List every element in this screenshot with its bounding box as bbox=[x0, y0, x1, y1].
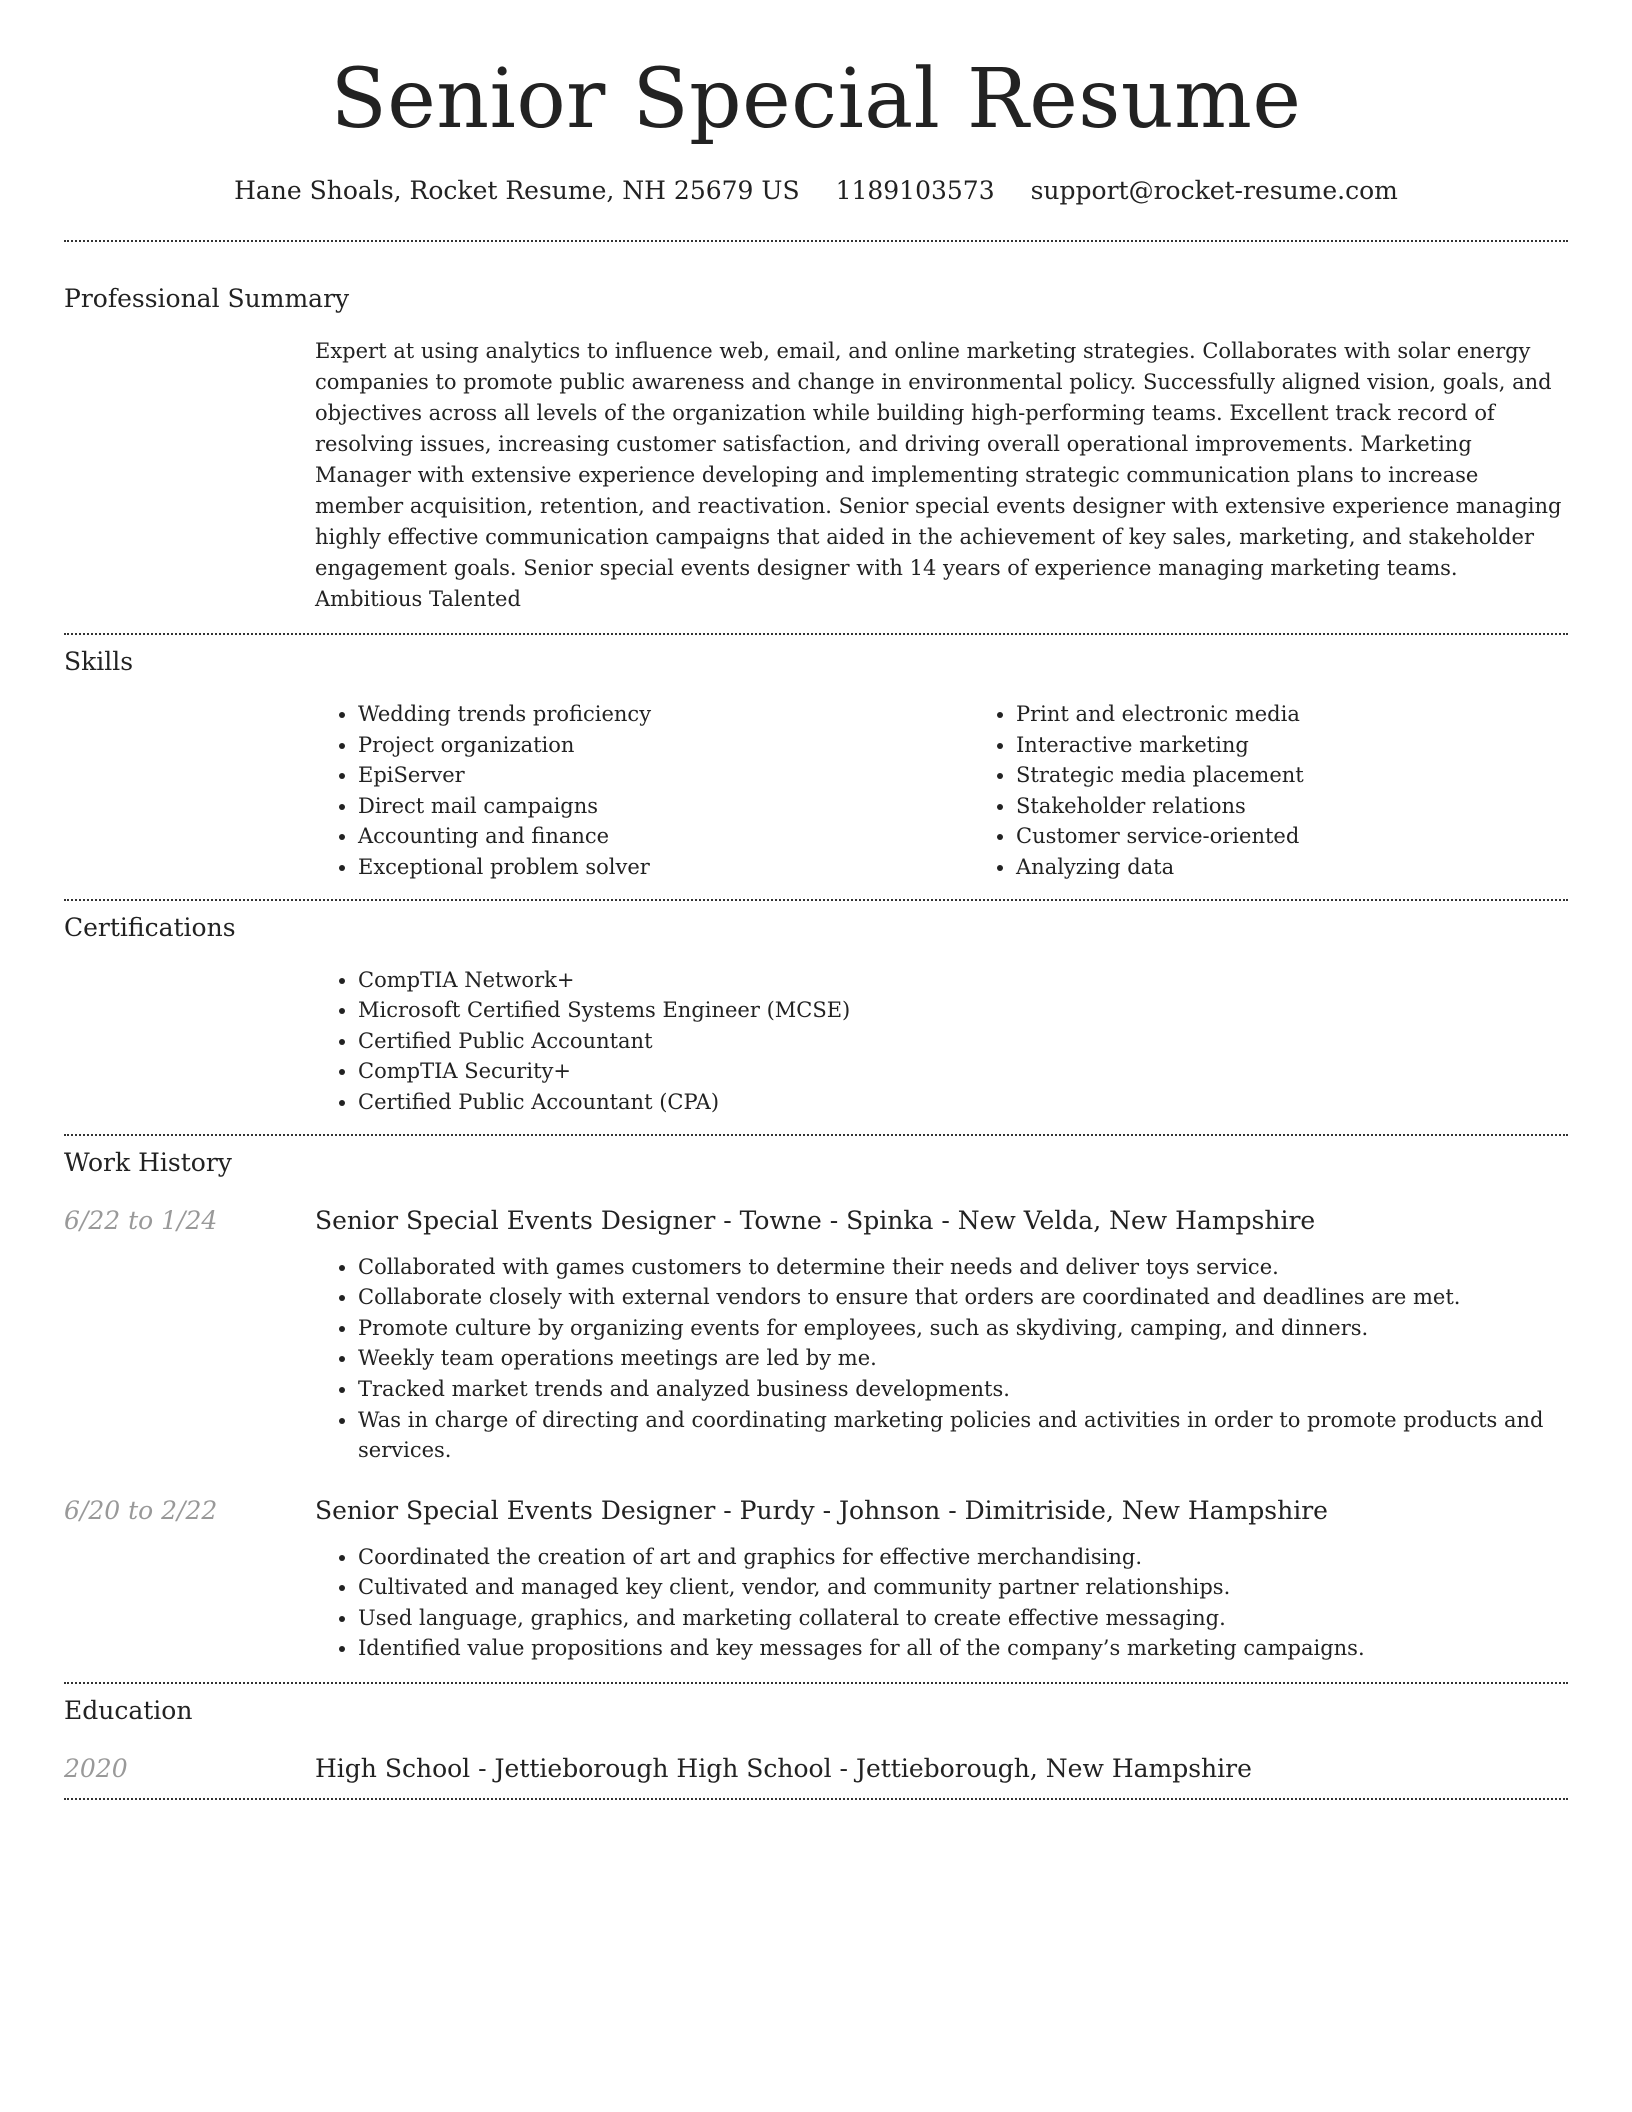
section-title-summary: Professional Summary bbox=[64, 284, 350, 313]
section-title-certifications: Certifications bbox=[64, 912, 236, 942]
skills-list-right bbox=[973, 699, 1631, 883]
certification-item: • Certified Public Accountant bbox=[358, 1026, 1568, 1057]
job-bullet: • Identified value propositions and key messages for all of the company’s marketing campaigns. bbox=[358, 1633, 1568, 1664]
certification-item: • Certified Public Accountant (CPA) bbox=[358, 1087, 1568, 1118]
work-history-section bbox=[64, 1136, 1568, 1665]
skill-item: • Interactive marketing bbox=[1016, 730, 1631, 761]
job-bullet: • Cultivated and managed key client, vendor, and community partner relationships. bbox=[358, 1572, 1568, 1603]
job-title: Senior Special Events Designer - Towne - Spinka - New Velda, New Hampshire bbox=[315, 1205, 1316, 1235]
job-entry bbox=[64, 1494, 1568, 1664]
summary-section bbox=[64, 242, 1568, 615]
contact-phone: 1189103573 bbox=[835, 176, 995, 205]
section-title-work: Work History bbox=[64, 1147, 232, 1177]
skill-item: • Exceptional problem solver bbox=[358, 852, 973, 883]
summary-text: Expert at using analytics to influence web, email, and online marketing strategies. Collaborates with solar energy companies to promote public awareness and change in environmental policy. Successfully aligned vision, goals, and objectives across all levels of the organization while building high-performing teams. Excellent track record of resolving issues, increasing customer satisfaction, and driving overall operational improvements. Marketing Manager with extensive experience developing and implementing strategic communication plans to increase member acquisition, retention, and reactivation. Senior special events designer with extensive experience managing highly effective communication campaigns that aided in the achievement of key sales, marketing, and stakeholder engagement goals. Senior special events designer with 14 years of experience managing marketing teams. Ambitious Talented bbox=[315, 339, 1562, 611]
skills-grid bbox=[315, 699, 1568, 883]
section-title-education: Education bbox=[64, 1696, 193, 1726]
skill-item: • Wedding trends proficiency bbox=[358, 699, 973, 730]
skills-list-left bbox=[315, 699, 973, 883]
job-bullets bbox=[315, 1252, 1568, 1466]
education-section bbox=[64, 1684, 1568, 1786]
job-title: Senior Special Events Designer - Purdy - Johnson - Dimitriside, New Hampshire bbox=[315, 1495, 1328, 1525]
job-dates: 6/22 to 1/24 bbox=[64, 1205, 218, 1235]
skills-section bbox=[64, 635, 1568, 883]
divider bbox=[64, 1798, 1568, 1800]
job-dates: 6/20 to 2/22 bbox=[64, 1495, 218, 1525]
job-bullets bbox=[315, 1542, 1568, 1664]
job-entry bbox=[64, 1204, 1568, 1466]
skill-item: • Print and electronic media bbox=[1016, 699, 1631, 730]
certification-item: • CompTIA Network+ bbox=[358, 965, 1568, 996]
resume-name: Senior Special Resume bbox=[330, 52, 1302, 147]
certification-item: • Microsoft Certified Systems Engineer (MCSE) bbox=[358, 995, 1568, 1026]
certifications-section bbox=[64, 901, 1568, 1118]
education-dates: 2020 bbox=[64, 1754, 128, 1784]
skill-item: • Direct mail campaigns bbox=[358, 791, 973, 822]
job-bullet: • Tracked market trends and analyzed business developments. bbox=[358, 1374, 1568, 1405]
job-bullet: • Promote culture by organizing events for employees, such as skydiving, camping, and dinners. bbox=[358, 1313, 1568, 1344]
certification-item: • CompTIA Security+ bbox=[358, 1056, 1568, 1087]
certifications-list bbox=[315, 965, 1568, 1118]
contact-line bbox=[64, 174, 1568, 208]
job-bullet: • Collaborate closely with external vendors to ensure that orders are coordinated and deadlines are met. bbox=[358, 1282, 1568, 1313]
skill-item: • Stakeholder relations bbox=[1016, 791, 1631, 822]
job-bullet: • Weekly team operations meetings are led by me. bbox=[358, 1343, 1568, 1374]
skill-item: • Project organization bbox=[358, 730, 973, 761]
skill-item: • Analyzing data bbox=[1016, 852, 1631, 883]
skill-item: • Strategic media placement bbox=[1016, 760, 1631, 791]
skill-item: • EpiServer bbox=[358, 760, 973, 791]
job-bullet: • Was in charge of directing and coordinating marketing policies and activities in order to promote products and services. bbox=[358, 1405, 1568, 1466]
education-title: High School - Jettieborough High School - Jettieborough, New Hampshire bbox=[315, 1754, 1252, 1784]
skill-item: • Accounting and finance bbox=[358, 821, 973, 852]
contact-email: support@rocket-resume.com bbox=[1030, 176, 1398, 205]
section-title-skills: Skills bbox=[64, 647, 134, 676]
contact-address: Hane Shoals, Rocket Resume, NH 25679 US bbox=[234, 176, 800, 205]
job-bullet: • Used language, graphics, and marketing collateral to create effective messaging. bbox=[358, 1603, 1568, 1634]
skill-item: • Customer service-oriented bbox=[1016, 821, 1631, 852]
education-entry bbox=[64, 1752, 1568, 1786]
resume-header bbox=[64, 0, 1568, 208]
job-bullet: • Coordinated the creation of art and graphics for effective merchandising. bbox=[358, 1542, 1568, 1573]
job-bullet: • Collaborated with games customers to determine their needs and deliver toys service. bbox=[358, 1252, 1568, 1283]
